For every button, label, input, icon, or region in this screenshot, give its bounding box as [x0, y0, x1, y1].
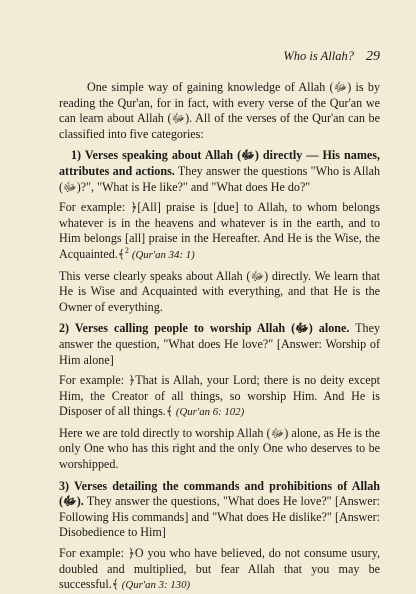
footnote-marker: 2 — [124, 245, 129, 255]
section-2-intro — [59, 321, 380, 368]
section-2-heading: 2) Verses calling people to worship Allah (ﷻ) alone. — [59, 321, 350, 336]
quran-close-bracket: ﴾ — [117, 246, 125, 261]
section-2-example — [59, 373, 380, 421]
example-intro: For example: — [59, 200, 131, 215]
verse-reference: (Qur'an 3: 130) — [121, 579, 191, 592]
example-intro: For example: — [59, 546, 128, 561]
verse-reference: (Qur'an 6: 102) — [175, 406, 245, 419]
quran-open-bracket: ﴿ — [130, 200, 138, 215]
quran-close-bracket: ﴾ — [111, 577, 119, 592]
section-1-example — [59, 200, 380, 263]
section-1-heading: 1) Verses speaking about Allah (ﷻ) directly — His names, attributes and actions. — [59, 148, 380, 178]
intro-paragraph: One simple way of gaining knowledge of Allah (ﷻ) is by reading the Qur'an, for in fact, with every verse of the Qur'an we can learn about Allah (ﷻ). All of the verses of the Qur'an can be classified into five categories: — [59, 80, 380, 141]
section-1-comment: This verse clearly speaks about Allah (ﷻ) directly. We learn that He is Wise and Acquainted with everything, and that He is the Owner of everything. — [59, 268, 380, 314]
quran-close-bracket: ﴾ — [165, 404, 173, 419]
running-header — [283, 49, 380, 65]
section-2-verse: That is Allah, your Lord; there is no deity except Him, the Creator of all things, so worship Him. And He is Disposer of all things. — [59, 373, 381, 419]
page-number: 29 — [366, 49, 380, 64]
section-2-text: They answer the question, "What does He love?" [Answer: Worship of Him alone] — [59, 321, 380, 367]
section-1-text: They answer the questions "Who is Allah (ﷻ)?", "What is He like?" and "What does He do?" — [59, 163, 380, 194]
section-3-example — [59, 546, 380, 594]
section-3-text: They answer the questions, "What does He love?" [Answer: Following His commands] and "What does He dislike?" [Answer: Disobedience to Him] — [59, 494, 380, 540]
verse-reference: (Qur'an 34: 1) — [131, 248, 195, 261]
section-1-verse: [All] praise is [due] to Allah, to whom belongs whatever is in the heavens and whatever is in the earth, and to Him belongs [all] praise in the Hereafter. And He is the Wise, the Acquainted. — [59, 200, 380, 261]
section-1-intro — [59, 148, 380, 195]
section-3-heading: 3) Verses detailing the commands and prohibitions of Allah (ﷻ). — [59, 478, 380, 509]
quran-open-bracket: ﴿ — [127, 546, 135, 561]
section-3-verse: O you who have believed, do not consume usury, doubled and multiplied, but fear Allah that you may be successful. — [59, 546, 380, 592]
header-title: Who is Allah? — [283, 49, 354, 63]
page-body — [59, 80, 380, 594]
section-2-comment: Here we are told directly to worship Allah (ﷻ) alone, as He is the only One who has this right and the only One who deserves to be worshipped. — [59, 425, 381, 472]
example-intro: For example: — [59, 373, 129, 388]
section-3-intro — [59, 479, 380, 541]
quran-open-bracket: ﴿ — [128, 373, 136, 388]
